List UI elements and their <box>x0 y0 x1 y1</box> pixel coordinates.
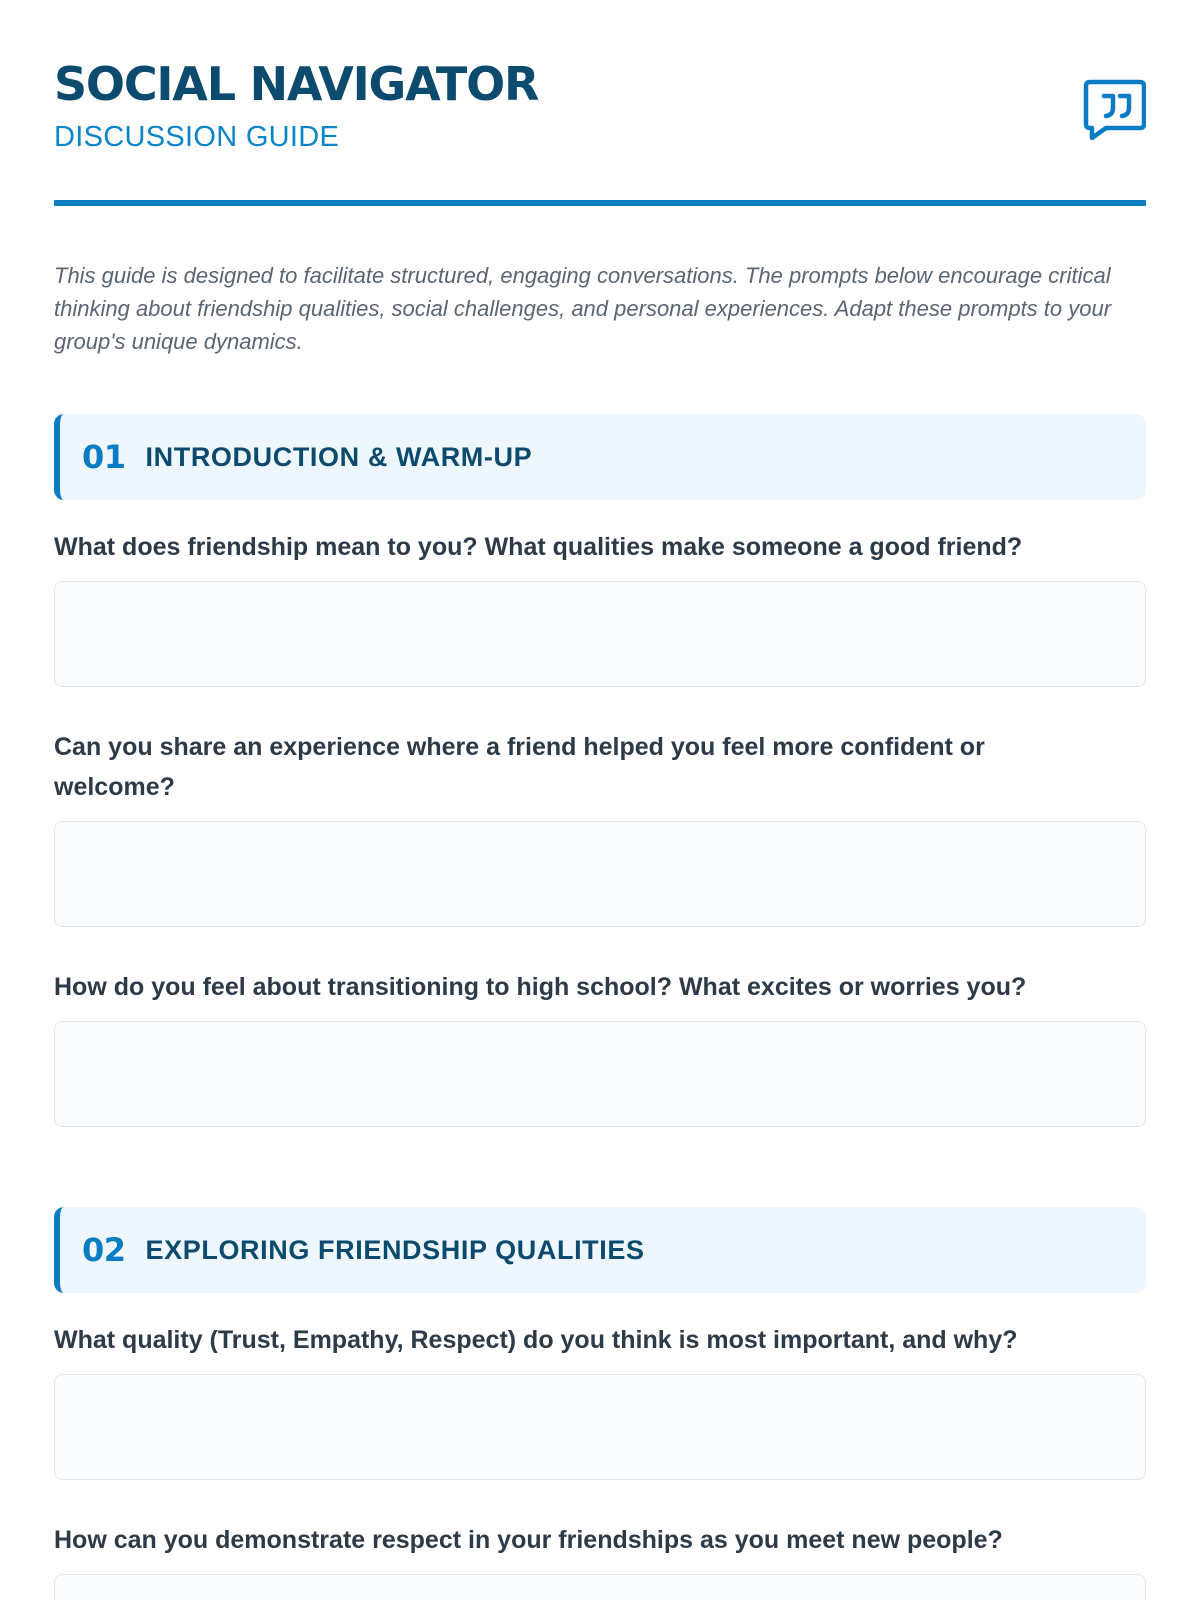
section-header-02 <box>54 1207 1146 1293</box>
speech-bubble-quote-icon <box>1082 76 1146 140</box>
section-title: INTRODUCTION & WARM-UP <box>145 441 533 472</box>
answer-field[interactable] <box>54 1374 1146 1480</box>
intro-paragraph: This guide is designed to facilitate structured, engaging conversations. The prompts below encourage critical thinking about friendship qualities, social challenges, and personal experiences. Adapt these prompts to your group's unique dynamics. <box>54 263 1112 354</box>
answer-field[interactable] <box>54 581 1146 687</box>
question-prompt: Can you share an experience where a friend helped you feel more confident or welcome? <box>54 733 985 801</box>
section-number: 02 <box>82 1231 126 1269</box>
page-title: SOCIAL NAVIGATOR <box>54 57 539 111</box>
question-prompt: How can you demonstrate respect in your friendships as you meet new people? <box>54 1526 1003 1554</box>
question-prompt: What does friendship mean to you? What qualities make someone a good friend? <box>54 533 1023 561</box>
page-header <box>54 0 1146 208</box>
page-subtitle: DISCUSSION GUIDE <box>54 121 340 153</box>
answer-field[interactable] <box>54 821 1146 927</box>
question-prompt: What quality (Trust, Empathy, Respect) do you think is most important, and why? <box>54 1326 1018 1354</box>
section-header-01 <box>54 414 1146 500</box>
section-title: EXPLORING FRIENDSHIP QUALITIES <box>145 1234 645 1265</box>
question-prompt: How do you feel about transitioning to high school? What excites or worries you? <box>54 973 1027 1001</box>
header-divider <box>54 200 1146 206</box>
section-number: 01 <box>82 438 126 476</box>
answer-field[interactable] <box>54 1574 1146 1600</box>
answer-field[interactable] <box>54 1021 1146 1127</box>
